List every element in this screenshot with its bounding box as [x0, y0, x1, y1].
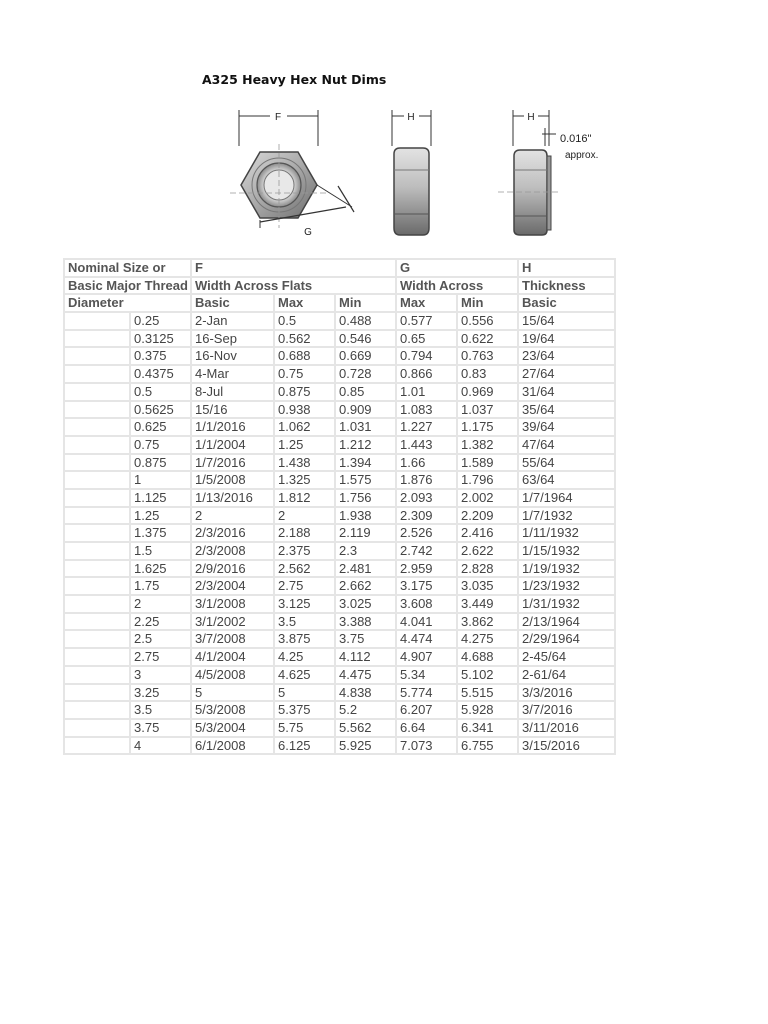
row-spacer-cell [64, 401, 130, 419]
cell-nominal-size: 0.625 [130, 418, 191, 436]
cell-g-min: 3.035 [457, 577, 518, 595]
header-f: F [191, 259, 396, 277]
subheader-f-min: Min [335, 294, 396, 312]
cell-g-min: 0.556 [457, 312, 518, 330]
cell-h-basic: 19/64 [518, 330, 615, 348]
cell-h-basic: 2/29/1964 [518, 630, 615, 648]
row-spacer-cell [64, 489, 130, 507]
cell-g-min: 4.275 [457, 630, 518, 648]
cell-h-basic: 1/19/1932 [518, 560, 615, 578]
cell-g-max: 6.207 [396, 701, 457, 719]
cell-g-max: 0.866 [396, 365, 457, 383]
cell-f-max: 1.062 [274, 418, 335, 436]
cell-nominal-size: 0.5 [130, 383, 191, 401]
cell-f-basic: 16-Sep [191, 330, 274, 348]
cell-f-min: 2.3 [335, 542, 396, 560]
cell-f-max: 5.75 [274, 719, 335, 737]
table-row [64, 666, 615, 684]
cell-g-max: 3.608 [396, 595, 457, 613]
cell-g-max: 2.526 [396, 524, 457, 542]
cell-f-basic: 3/1/2002 [191, 613, 274, 631]
cell-g-max: 7.073 [396, 737, 457, 755]
cell-g-min: 0.622 [457, 330, 518, 348]
cell-h-basic: 3/11/2016 [518, 719, 615, 737]
cell-h-basic: 31/64 [518, 383, 615, 401]
document-title: A325 Heavy Hex Nut Dims [202, 72, 387, 87]
table-row [64, 471, 615, 489]
cell-f-basic: 5/3/2004 [191, 719, 274, 737]
nut-front-view [230, 110, 354, 238]
figure-note-approx: approx. [565, 150, 599, 161]
header-g: G [396, 259, 518, 277]
table-row [64, 383, 615, 401]
cell-f-max: 4.625 [274, 666, 335, 684]
cell-f-max: 1.25 [274, 436, 335, 454]
nut-side-view [392, 110, 431, 235]
cell-f-max: 3.125 [274, 595, 335, 613]
row-spacer-cell [64, 347, 130, 365]
header-nominal-size-line3: Diameter [64, 294, 191, 312]
cell-g-min: 1.589 [457, 454, 518, 472]
cell-f-min: 1.938 [335, 507, 396, 525]
cell-h-basic: 2-61/64 [518, 666, 615, 684]
cell-h-basic: 3/7/2016 [518, 701, 615, 719]
cell-h-basic: 23/64 [518, 347, 615, 365]
cell-g-max: 1.01 [396, 383, 457, 401]
cell-g-max: 2.959 [396, 560, 457, 578]
cell-f-max: 0.75 [274, 365, 335, 383]
hex-nut-dimensions-table [63, 258, 616, 755]
cell-h-basic: 55/64 [518, 454, 615, 472]
row-spacer-cell [64, 471, 130, 489]
cell-nominal-size: 2 [130, 595, 191, 613]
cell-g-min: 2.209 [457, 507, 518, 525]
cell-f-min: 3.025 [335, 595, 396, 613]
cell-f-basic: 1/1/2004 [191, 436, 274, 454]
cell-f-min: 3.75 [335, 630, 396, 648]
row-spacer-cell [64, 577, 130, 595]
cell-f-max: 0.562 [274, 330, 335, 348]
cell-g-max: 1.443 [396, 436, 457, 454]
row-spacer-cell [64, 737, 130, 755]
cell-f-min: 1.031 [335, 418, 396, 436]
cell-h-basic: 35/64 [518, 401, 615, 419]
cell-nominal-size: 2.25 [130, 613, 191, 631]
cell-f-min: 5.2 [335, 701, 396, 719]
cell-nominal-size: 0.75 [130, 436, 191, 454]
cell-h-basic: 63/64 [518, 471, 615, 489]
cell-f-max: 1.438 [274, 454, 335, 472]
cell-f-basic: 2/3/2008 [191, 542, 274, 560]
table-row [64, 737, 615, 755]
cell-h-basic: 3/3/2016 [518, 684, 615, 702]
cell-f-basic: 4-Mar [191, 365, 274, 383]
cell-g-min: 1.037 [457, 401, 518, 419]
header-thickness: Thickness [518, 277, 615, 295]
cell-f-basic: 3/7/2008 [191, 630, 274, 648]
cell-f-min: 1.394 [335, 454, 396, 472]
cell-f-min: 0.85 [335, 383, 396, 401]
cell-f-basic: 2/3/2004 [191, 577, 274, 595]
cell-f-max: 1.812 [274, 489, 335, 507]
cell-f-basic: 1/7/2016 [191, 454, 274, 472]
table-row [64, 524, 615, 542]
row-spacer-cell [64, 648, 130, 666]
cell-g-max: 3.175 [396, 577, 457, 595]
cell-g-max: 6.64 [396, 719, 457, 737]
cell-nominal-size: 1.375 [130, 524, 191, 542]
cell-g-min: 2.622 [457, 542, 518, 560]
row-spacer-cell [64, 595, 130, 613]
cell-nominal-size: 2.75 [130, 648, 191, 666]
row-spacer-cell [64, 418, 130, 436]
cell-g-min: 6.755 [457, 737, 518, 755]
row-spacer-cell [64, 454, 130, 472]
table-row [64, 613, 615, 631]
cell-g-max: 2.742 [396, 542, 457, 560]
cell-g-max: 1.66 [396, 454, 457, 472]
cell-h-basic: 15/64 [518, 312, 615, 330]
table-row [64, 418, 615, 436]
cell-nominal-size: 2.5 [130, 630, 191, 648]
cell-h-basic: 39/64 [518, 418, 615, 436]
cell-g-min: 5.928 [457, 701, 518, 719]
cell-nominal-size: 3 [130, 666, 191, 684]
cell-f-basic: 6/1/2008 [191, 737, 274, 755]
cell-g-max: 0.794 [396, 347, 457, 365]
table-row [64, 436, 615, 454]
cell-h-basic: 47/64 [518, 436, 615, 454]
cell-f-basic: 5 [191, 684, 274, 702]
cell-h-basic: 27/64 [518, 365, 615, 383]
cell-f-max: 2.562 [274, 560, 335, 578]
cell-g-min: 1.382 [457, 436, 518, 454]
cell-f-max: 0.5 [274, 312, 335, 330]
cell-f-basic: 2-Jan [191, 312, 274, 330]
cell-f-max: 5 [274, 684, 335, 702]
cell-f-basic: 2 [191, 507, 274, 525]
cell-f-min: 1.756 [335, 489, 396, 507]
row-spacer-cell [64, 630, 130, 648]
row-spacer-cell [64, 365, 130, 383]
cell-f-min: 5.925 [335, 737, 396, 755]
cell-nominal-size: 3.5 [130, 701, 191, 719]
cell-f-min: 0.669 [335, 347, 396, 365]
header-nominal-size-line1: Nominal Size or [64, 259, 191, 277]
cell-h-basic: 1/7/1932 [518, 507, 615, 525]
cell-f-min: 0.546 [335, 330, 396, 348]
cell-f-max: 6.125 [274, 737, 335, 755]
cell-h-basic: 1/7/1964 [518, 489, 615, 507]
cell-h-basic: 3/15/2016 [518, 737, 615, 755]
header-nominal-size-line2: Basic Major Thread [64, 277, 191, 295]
row-spacer-cell [64, 542, 130, 560]
cell-f-min: 5.562 [335, 719, 396, 737]
cell-nominal-size: 1.125 [130, 489, 191, 507]
row-spacer-cell [64, 383, 130, 401]
cell-f-max: 2 [274, 507, 335, 525]
table-row [64, 542, 615, 560]
cell-nominal-size: 1.5 [130, 542, 191, 560]
row-spacer-cell [64, 684, 130, 702]
cell-h-basic: 1/31/1932 [518, 595, 615, 613]
cell-g-min: 0.83 [457, 365, 518, 383]
cell-h-basic: 2-45/64 [518, 648, 615, 666]
figure-label-h1: H [407, 112, 415, 123]
cell-f-basic: 1/1/2016 [191, 418, 274, 436]
cell-g-max: 2.309 [396, 507, 457, 525]
cell-nominal-size: 3.75 [130, 719, 191, 737]
cell-g-min: 1.796 [457, 471, 518, 489]
cell-g-min: 5.102 [457, 666, 518, 684]
cell-f-min: 4.475 [335, 666, 396, 684]
cell-nominal-size: 0.5625 [130, 401, 191, 419]
cell-f-max: 0.875 [274, 383, 335, 401]
cell-g-max: 2.093 [396, 489, 457, 507]
cell-f-max: 2.188 [274, 524, 335, 542]
nut-washer-face-view [498, 110, 598, 235]
table-row [64, 365, 615, 383]
cell-f-min: 1.575 [335, 471, 396, 489]
table-row [64, 507, 615, 525]
cell-g-min: 1.175 [457, 418, 518, 436]
table-row [64, 595, 615, 613]
cell-g-min: 0.969 [457, 383, 518, 401]
subheader-f-basic: Basic [191, 294, 274, 312]
row-spacer-cell [64, 507, 130, 525]
cell-f-max: 5.375 [274, 701, 335, 719]
subheader-g-min: Min [457, 294, 518, 312]
table-row [64, 630, 615, 648]
cell-nominal-size: 4 [130, 737, 191, 755]
row-spacer-cell [64, 524, 130, 542]
row-spacer-cell [64, 613, 130, 631]
cell-g-min: 5.515 [457, 684, 518, 702]
table-row [64, 719, 615, 737]
cell-f-basic: 5/3/2008 [191, 701, 274, 719]
cell-g-min: 0.763 [457, 347, 518, 365]
cell-nominal-size: 0.25 [130, 312, 191, 330]
cell-f-max: 2.75 [274, 577, 335, 595]
cell-f-min: 2.481 [335, 560, 396, 578]
row-spacer-cell [64, 436, 130, 454]
cell-g-min: 2.002 [457, 489, 518, 507]
cell-f-basic: 2/9/2016 [191, 560, 274, 578]
table-row [64, 330, 615, 348]
cell-nominal-size: 1.25 [130, 507, 191, 525]
cell-nominal-size: 0.4375 [130, 365, 191, 383]
row-spacer-cell [64, 560, 130, 578]
cell-f-basic: 4/1/2004 [191, 648, 274, 666]
cell-g-max: 4.474 [396, 630, 457, 648]
cell-g-max: 5.774 [396, 684, 457, 702]
figure-note-value: 0.016" [560, 133, 592, 145]
subheader-g-max: Max [396, 294, 457, 312]
cell-g-min: 2.416 [457, 524, 518, 542]
cell-f-basic: 16-Nov [191, 347, 274, 365]
cell-f-max: 3.875 [274, 630, 335, 648]
cell-nominal-size: 0.3125 [130, 330, 191, 348]
cell-f-min: 2.119 [335, 524, 396, 542]
cell-f-max: 1.325 [274, 471, 335, 489]
cell-f-max: 0.938 [274, 401, 335, 419]
subheader-h-basic: Basic [518, 294, 615, 312]
cell-f-basic: 2/3/2016 [191, 524, 274, 542]
header-width-across: Width Across [396, 277, 518, 295]
row-spacer-cell [64, 666, 130, 684]
cell-f-min: 4.112 [335, 648, 396, 666]
cell-g-min: 6.341 [457, 719, 518, 737]
cell-g-min: 4.688 [457, 648, 518, 666]
cell-h-basic: 2/13/1964 [518, 613, 615, 631]
cell-nominal-size: 1 [130, 471, 191, 489]
cell-g-max: 1.876 [396, 471, 457, 489]
cell-f-min: 1.212 [335, 436, 396, 454]
cell-h-basic: 1/15/1932 [518, 542, 615, 560]
cell-nominal-size: 0.875 [130, 454, 191, 472]
table-row [64, 577, 615, 595]
table-row [64, 401, 615, 419]
cell-f-min: 0.488 [335, 312, 396, 330]
figure-label-g: G [304, 227, 312, 238]
cell-g-min: 3.449 [457, 595, 518, 613]
cell-nominal-size: 1.625 [130, 560, 191, 578]
table-row [64, 454, 615, 472]
figure-label-h2: H [527, 112, 535, 123]
figure-label-f: F [274, 112, 282, 123]
hex-nut-diagram [220, 104, 620, 254]
table-row [64, 560, 615, 578]
cell-g-max: 4.907 [396, 648, 457, 666]
cell-f-basic: 3/1/2008 [191, 595, 274, 613]
cell-f-min: 4.838 [335, 684, 396, 702]
table-row [64, 312, 615, 330]
cell-g-max: 0.577 [396, 312, 457, 330]
subheader-f-max: Max [274, 294, 335, 312]
cell-f-basic: 1/13/2016 [191, 489, 274, 507]
cell-f-max: 4.25 [274, 648, 335, 666]
cell-f-max: 3.5 [274, 613, 335, 631]
cell-g-max: 0.65 [396, 330, 457, 348]
cell-g-max: 5.34 [396, 666, 457, 684]
cell-f-basic: 4/5/2008 [191, 666, 274, 684]
cell-nominal-size: 1.75 [130, 577, 191, 595]
table-row [64, 347, 615, 365]
row-spacer-cell [64, 312, 130, 330]
cell-f-min: 0.909 [335, 401, 396, 419]
table-row [64, 648, 615, 666]
cell-f-basic: 8-Jul [191, 383, 274, 401]
cell-h-basic: 1/11/1932 [518, 524, 615, 542]
cell-g-max: 1.083 [396, 401, 457, 419]
cell-f-min: 2.662 [335, 577, 396, 595]
table-row [64, 701, 615, 719]
header-h: H [518, 259, 615, 277]
header-width-across-flats: Width Across Flats [191, 277, 396, 295]
table-row [64, 489, 615, 507]
cell-nominal-size: 0.375 [130, 347, 191, 365]
row-spacer-cell [64, 330, 130, 348]
cell-g-max: 1.227 [396, 418, 457, 436]
cell-f-basic: 15/16 [191, 401, 274, 419]
cell-g-max: 4.041 [396, 613, 457, 631]
cell-nominal-size: 3.25 [130, 684, 191, 702]
cell-g-min: 3.862 [457, 613, 518, 631]
cell-f-max: 0.688 [274, 347, 335, 365]
cell-f-max: 2.375 [274, 542, 335, 560]
table-row [64, 684, 615, 702]
cell-h-basic: 1/23/1932 [518, 577, 615, 595]
row-spacer-cell [64, 701, 130, 719]
cell-f-basic: 1/5/2008 [191, 471, 274, 489]
row-spacer-cell [64, 719, 130, 737]
cell-f-min: 0.728 [335, 365, 396, 383]
cell-f-min: 3.388 [335, 613, 396, 631]
cell-g-min: 2.828 [457, 560, 518, 578]
